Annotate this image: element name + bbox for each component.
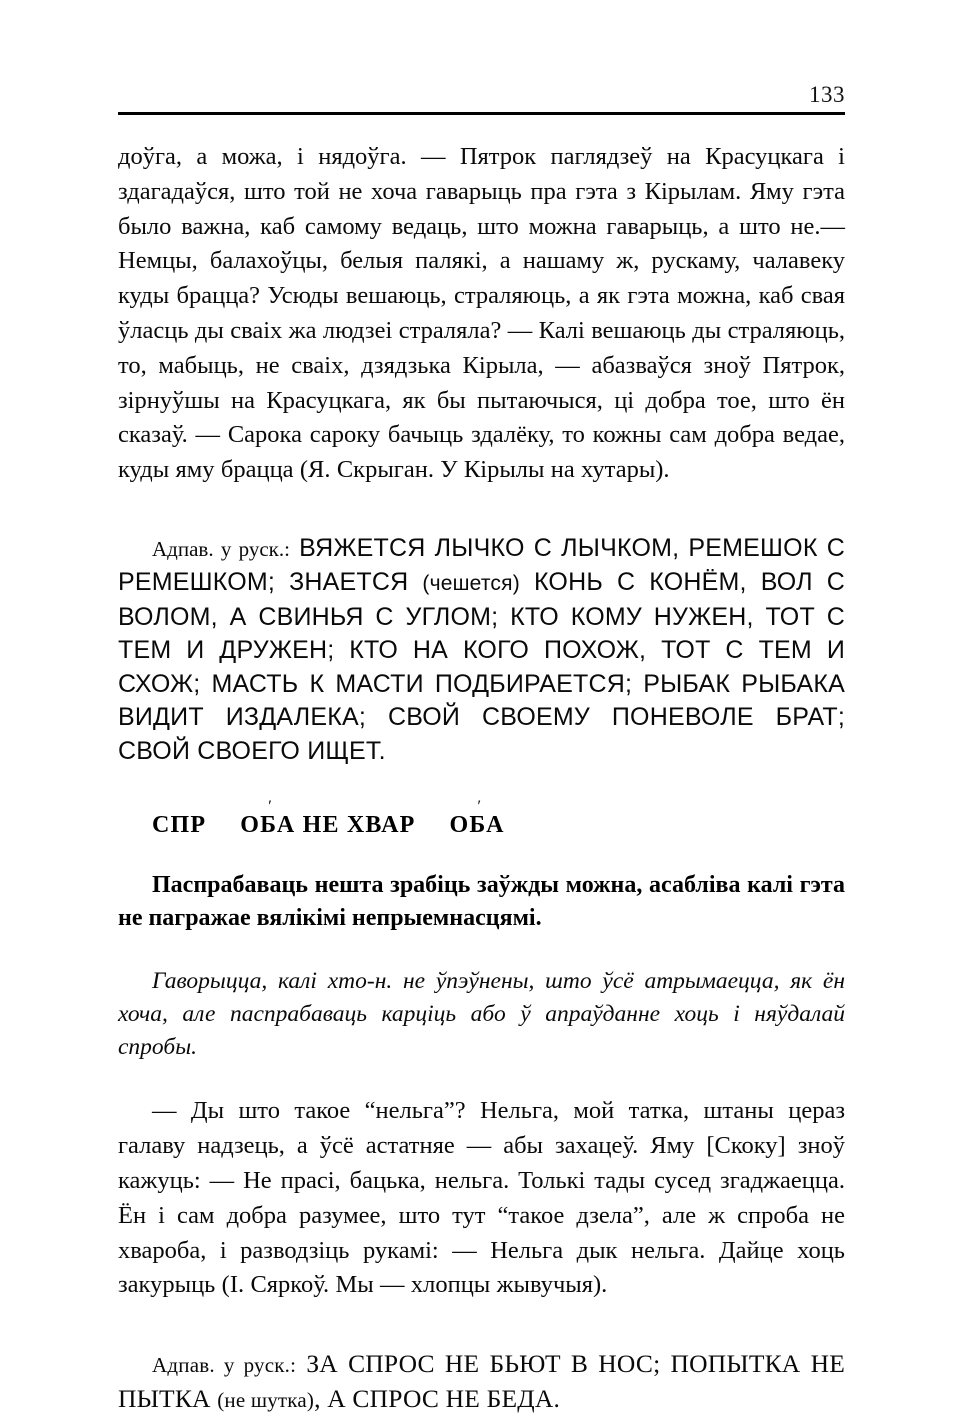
entry-definition: Паспрабаваць нешта зрабіць заўжды можна, асабліва калі гэта не пагражае вялікімі непрыемнасцямі.	[118, 872, 845, 932]
heading-segment-1: СПР	[152, 812, 207, 839]
header-rule	[118, 112, 845, 115]
equivalent-text-1a: ВЯЖЕТСЯ ЛЫЧКО С ЛЫЧКОМ, РЕМЕШОК С РЕМЕШКОМ; ЗНАЕТСЯ	[118, 533, 845, 597]
equivalent-text-2a: ЗА СПРОС НЕ БЬЮТ В НОС; ПОПЫТКА НЕ ПЫТКА	[118, 1349, 845, 1414]
citation-paragraph-2: — Ды што такое “нельга”? Нельга, мой татка, штаны цераз галаву надзець, а ўсё астатняе — абы захацеў. Яму [Скоку] зноў кажуць: — Не прасі, бацька, нельга. Толькі тады сусед згаджаецца. Ён і сам добра разумее, што тут “такое дзела”, але ж спроба не хвароба, і разводзіць рукамі: — Нельга дык нельга. Дайце хоць закурыць (І. Сяркоў. Мы — хлопцы жывучыя).	[118, 1097, 845, 1299]
spacer	[118, 1303, 845, 1347]
russian-equivalent-block-2	[118, 1347, 845, 1417]
page-header	[118, 82, 845, 115]
citation-paragraph-1: доўга, а можа, і нядоўга. — Пятрок паглядзеў на Красуцкага і здагадаўся, што той не хоча гаварыць пра гэта з Кірылам. Яму гэта было важна, каб самому ведаць, што можна гаварыць, а што не.— Немцы, балахоўцы, белыя палякі, а нашаму ж, рускаму, чалавеку куды брацца? Усюды вешаюць, страляюць, а як гэта можна, каб свая ўласць ды сваіх жа людзеі стралялa? — Калі вешаюць ды страляюць, то, мабыць, не сваіх, дзядзька Кірыла, — абазваўся зноў Пятрок, зірнуўшы на Красуцкага, як бы пытаючыся, ці добра тое, што ён сказаў. — Сарока сароку бачыць здалёку, то кожны сам добра ведае, куды яму брацца (Я. Скрыган. У Кірылы на хутары).	[118, 143, 845, 484]
entry-usage-note: Гаворыцца, калі хто-н. не ўпэўнены, што ўсё атрымаецца, як ён хоча, але паспрабаваць карціць або ў апраўданне хоць і няўдалай спробы.	[118, 968, 845, 1061]
russian-equivalent-block-1	[118, 532, 845, 769]
heading-accented-o-2: О ′	[416, 812, 470, 839]
spacer	[118, 839, 845, 869]
spacer	[118, 935, 845, 965]
text-column	[118, 140, 845, 1417]
spacer	[118, 488, 845, 532]
heading-segment-3: БА	[469, 812, 505, 839]
heading-segment-2: БА НЕ ХВАР	[260, 812, 416, 839]
equivalent-lead-label-1: Адпав. у руск.:	[152, 536, 290, 561]
equivalent-text-2b: , А СПРОС НЕ БЕДА.	[314, 1384, 561, 1414]
page-number: 133	[809, 82, 845, 107]
equivalent-text-1b: КОНЬ С КОНЁМ, ВОЛ С ВОЛОМ, А СВИНЬЯ С УГЛОМ; КТО КОМУ НУЖЕН, ТОТ С ТЕМ И ДРУЖЕН; КТО НА КОГО ПОХОЖ, ТОТ С ТЕМ И СХОЖ; МАСТЬ К МАСТИ ПОДБИРАЕТСЯ; РЫБАК РЫБАКА ВИДИТ ИЗДАЛЕКА; СВОЙ СВОЕМУ ПОНЕВОЛЕ БРАТ; СВОЙ СВОЕГО ИЩЕТ.	[118, 568, 845, 765]
heading-accented-o-1: О ′	[206, 812, 260, 839]
equivalent-gloss-2: (не шутка)	[217, 1388, 315, 1413]
equivalent-lead-label-2: Адпав. у руск.:	[152, 1353, 297, 1378]
equivalent-gloss-1: (чешется)	[422, 572, 520, 596]
spacer	[118, 1064, 845, 1094]
entry-heading	[118, 812, 845, 839]
